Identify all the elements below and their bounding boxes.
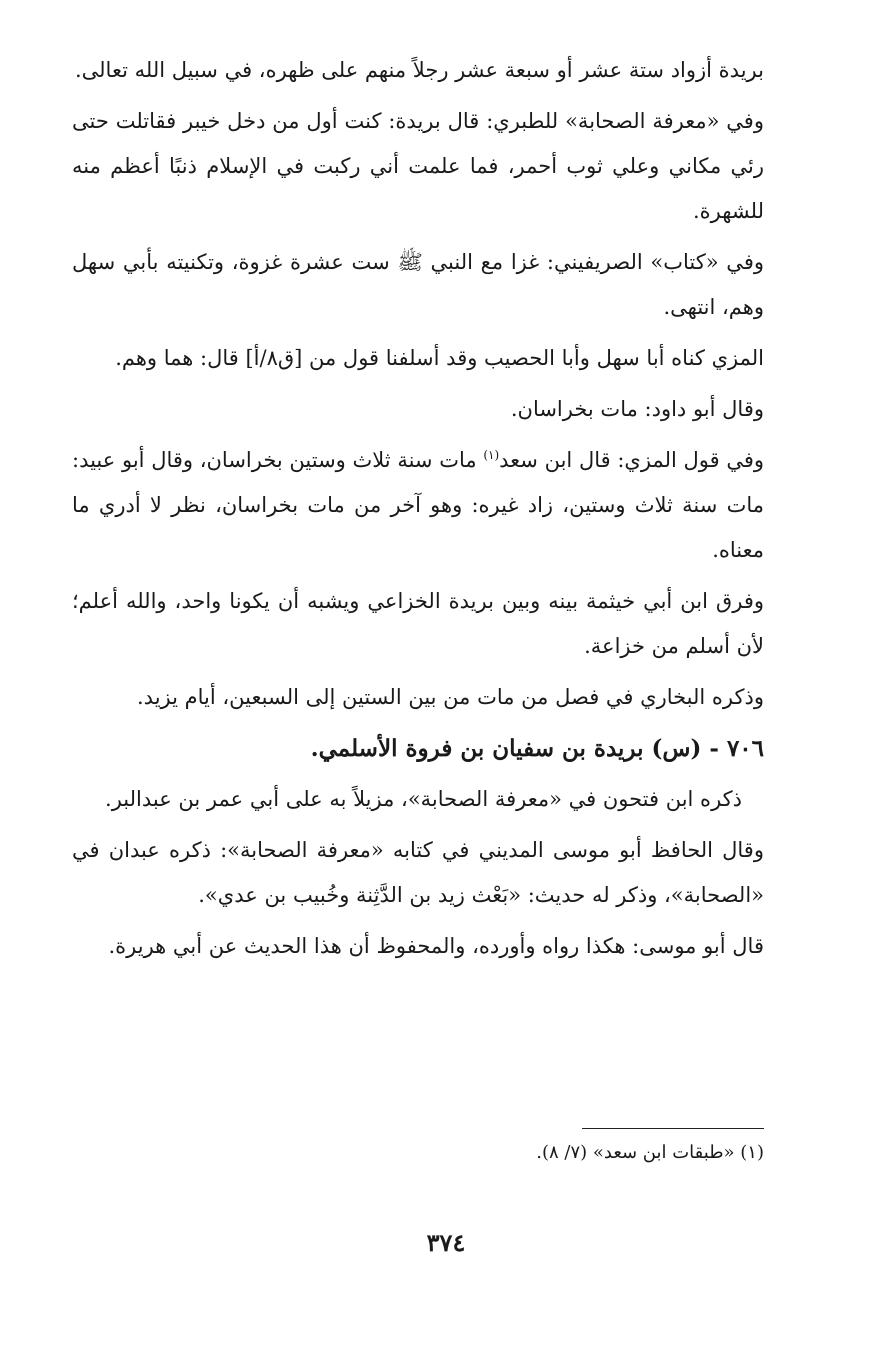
ibn-saad-text-before: وفي قول المزي: قال ابن سعد [499, 448, 764, 472]
paragraph-ibn-abi-khaythama: وفرق ابن أبي خيثمة بينه وبين بريدة الخزاعي ويشبه أن يكونا واحد، والله أعلم؛ لأن أسلم من خزاعة. [72, 589, 764, 658]
paragraph-mizzi-kunya: المزي كناه أبا سهل وأبا الحصيب وقد أسلفنا قول من [ق٨/أ] قال: هما وهم. [115, 346, 764, 370]
paragraph-ibn-fathun: ذكره ابن فتحون في «معرفة الصحابة»، مزيلاً به على أبي عمر بن عبدالبر. [105, 787, 742, 811]
footnote: (١) «طبقات ابن سعد» (٧/ ٨). [536, 1142, 764, 1163]
paragraph-abu-musa-comment: قال أبو موسى: هكذا رواه وأورده، والمحفوظ أن هذا الحديث عن أبي هريرة. [108, 934, 764, 958]
paragraph-sarifini: وفي «كتاب» الصريفيني: غزا مع النبي ﷺ ست عشرة غزوة، وتكنيته بأبي سهل وهم، انتهى. [72, 250, 764, 319]
paragraph-abu-dawud: وقال أبو داود: مات بخراسان. [510, 397, 764, 421]
page-body [72, 48, 764, 975]
footnote-reference: (١) [483, 448, 500, 462]
entry-heading: ٧٠٦ - (س) بريدة بن سفيان بن فروة الأسلمي. [310, 735, 764, 762]
paragraph-bukhari: وذكره البخاري في فصل من مات من بين الستين إلى السبعين، أيام يزيد. [137, 685, 764, 709]
ibn-saad-text-after: مات سنة ثلاث وستين بخراسان، وقال أبو عبيد: مات سنة ثلاث وستين، زاد غيره: وهو آخر من مات بخراسان، نظر لا أدري ما معناه. [72, 448, 764, 562]
paragraph-ibn-saad [72, 438, 764, 573]
footnote-divider [582, 1128, 764, 1129]
paragraph-buraida-provisions: بريدة أزواد ستة عشر أو سبعة عشر رجلاً منهم على ظهره، في سبيل الله تعالى. [74, 58, 764, 82]
paragraph-abu-musa-madini: وقال الحافظ أبو موسى المديني في كتابه «معرفة الصحابة»: ذكره عبدان في «الصحابة»، وذكر له حديث: «بَعْث زيد بن الدَّثِنة وخُبيب بن عدي». [72, 838, 764, 907]
paragraph-tabari-khaybar: وفي «معرفة الصحابة» للطبري: قال بريدة: كنت أول من دخل خيبر فقاتلت حتى رئي مكاني وعلي ثوب أحمر، فما علمت أني ركبت في الإسلام ذنبًا أعظم منه للشهرة. [72, 109, 764, 223]
page-number: ٣٧٤ [426, 1228, 466, 1257]
